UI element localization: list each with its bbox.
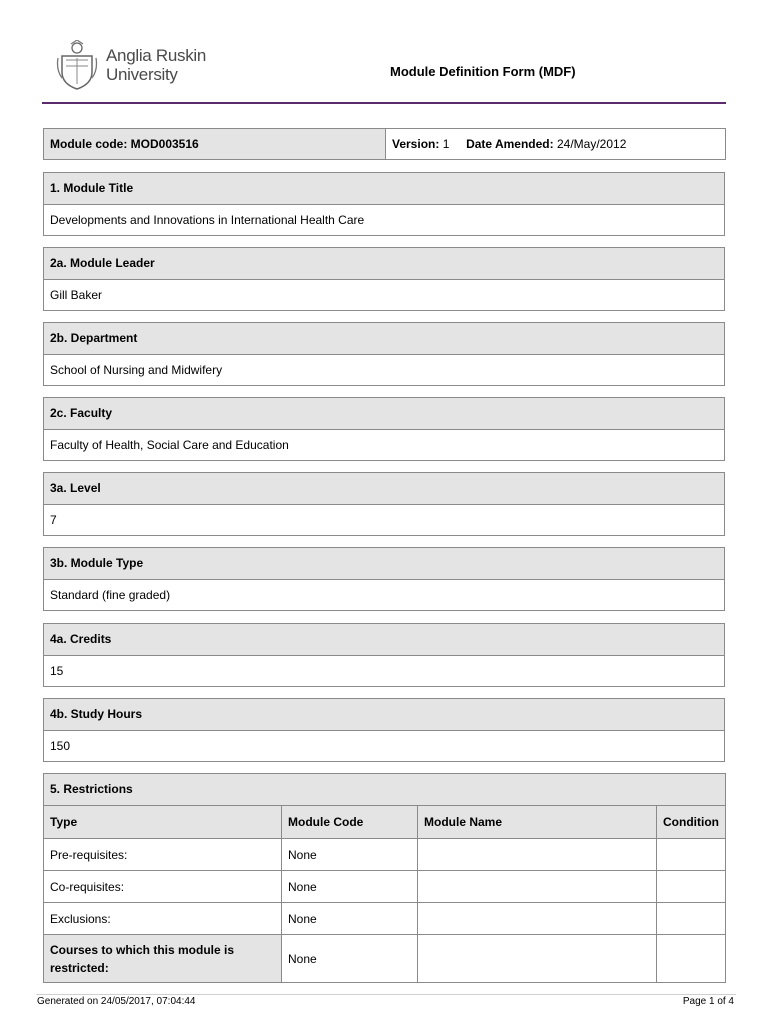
version-info bbox=[386, 129, 725, 159]
module-code-row bbox=[43, 128, 726, 160]
section-heading: 3b. Module Type bbox=[44, 548, 724, 580]
module-code-cell: None bbox=[282, 839, 418, 870]
footer-divider bbox=[36, 994, 736, 995]
restrictions-table bbox=[43, 773, 726, 983]
section-heading: 4b. Study Hours bbox=[44, 699, 724, 731]
module-name-cell bbox=[418, 871, 657, 902]
section-value: 15 bbox=[44, 656, 724, 686]
table-row bbox=[44, 934, 725, 982]
section-module-leader bbox=[43, 247, 725, 311]
section-value: Gill Baker bbox=[44, 280, 724, 310]
condition-cell bbox=[657, 871, 725, 902]
section-heading: 2c. Faculty bbox=[44, 398, 724, 430]
module-name-cell bbox=[418, 839, 657, 870]
condition-cell bbox=[657, 839, 725, 870]
module-code-cell: None bbox=[282, 871, 418, 902]
section-value: 150 bbox=[44, 731, 724, 761]
column-header-module-code: Module Code bbox=[282, 806, 418, 838]
section-faculty bbox=[43, 397, 725, 461]
table-header-row bbox=[44, 805, 725, 838]
table-row bbox=[44, 838, 725, 870]
section-heading: 2a. Module Leader bbox=[44, 248, 724, 280]
condition-cell bbox=[657, 903, 725, 934]
page-number: Page 1 of 4 bbox=[682, 996, 734, 1007]
version-label: Version: bbox=[392, 137, 440, 151]
section-module-type bbox=[43, 547, 725, 611]
section-level bbox=[43, 472, 725, 536]
section-heading: 3a. Level bbox=[44, 473, 724, 505]
section-heading: 1. Module Title bbox=[44, 173, 724, 205]
section-module-title bbox=[43, 172, 725, 236]
section-value: Standard (fine graded) bbox=[44, 580, 724, 610]
table-row bbox=[44, 902, 725, 934]
date-amended-value: 24/May/2012 bbox=[556, 137, 627, 151]
section-department bbox=[43, 322, 725, 386]
type-cell: Co-requisites: bbox=[44, 871, 282, 902]
column-header-module-name: Module Name bbox=[418, 806, 657, 838]
date-amended-label: Date Amended: bbox=[466, 137, 554, 151]
table-row bbox=[44, 870, 725, 902]
section-heading: 2b. Department bbox=[44, 323, 724, 355]
form-title: Module Definition Form (MDF) bbox=[390, 64, 576, 79]
section-value: 7 bbox=[44, 505, 724, 535]
version-value: 1 bbox=[442, 137, 450, 151]
generated-timestamp: Generated on 24/05/2017, 07:04:44 bbox=[37, 996, 196, 1007]
module-name-cell bbox=[418, 903, 657, 934]
condition-cell bbox=[657, 935, 725, 982]
section-value: Faculty of Health, Social Care and Education bbox=[44, 430, 724, 460]
section-value: School of Nursing and Midwifery bbox=[44, 355, 724, 385]
crest-icon bbox=[56, 40, 98, 90]
section-study-hours bbox=[43, 698, 725, 762]
module-name-cell bbox=[418, 935, 657, 982]
section-credits bbox=[43, 623, 725, 687]
column-header-condition: Condition bbox=[657, 806, 725, 838]
type-cell: Pre-requisites: bbox=[44, 839, 282, 870]
header-divider bbox=[42, 102, 726, 104]
column-header-type: Type bbox=[44, 806, 282, 838]
type-cell: Exclusions: bbox=[44, 903, 282, 934]
section-value: Developments and Innovations in International Health Care bbox=[44, 205, 724, 235]
section-heading: 4a. Credits bbox=[44, 624, 724, 656]
module-code-cell: None bbox=[282, 935, 418, 982]
module-code-cell: None bbox=[282, 903, 418, 934]
university-logo bbox=[56, 40, 216, 90]
restrictions-heading: 5. Restrictions bbox=[44, 774, 725, 805]
type-cell: Courses to which this module is restricted: bbox=[44, 935, 282, 982]
logo-text: Anglia Ruskin University bbox=[106, 46, 207, 84]
module-code: Module code: MOD003516 bbox=[44, 129, 386, 159]
